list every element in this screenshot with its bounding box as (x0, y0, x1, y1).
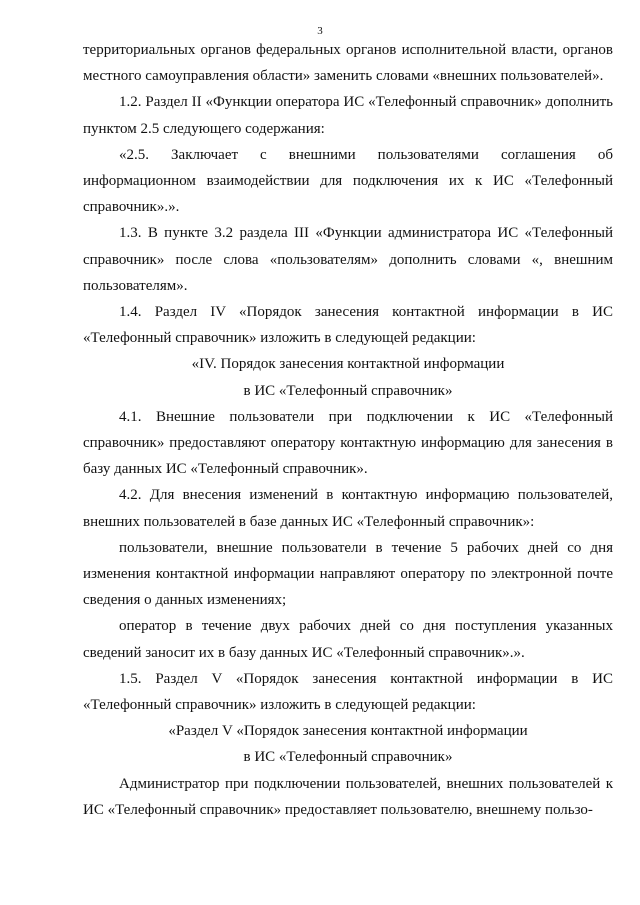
section-heading-line: в ИС «Телефонный справочник» (243, 749, 453, 766)
paragraph-4-1: 4.1. Внешние пользователи при подключении к ИС «Телефонный справочник» предоставляют оператору контактную информацию для занесения в базу данных ИС «Телефонный справочник». (83, 408, 613, 478)
paragraph-administrator: Администратор при подключении пользователей, внешних пользователей к ИС «Телефонный справочник» предоставляет пользователю, внешнему пользо- (83, 775, 613, 818)
paragraph-1-4: 1.4. Раздел IV «Порядок занесения контактной информации в ИС «Телефонный справочник» изложить в следующей редакции: (83, 304, 613, 347)
paragraph-2-5: «2.5. Заключает с внешними пользователями соглашения об информационном взаимодействии для подключения их к ИС «Телефонный справочник».». (83, 146, 613, 216)
paragraph-users-item: пользователи, внешние пользователи в течение 5 рабочих дней со дня изменения контактной информации направляют оператору по электронной почте сведения о данных изменениях; (83, 539, 613, 609)
paragraph-1-3: 1.3. В пункте 3.2 раздела III «Функции администратора ИС «Телефонный справочник» после слова «пользователям» дополнить словами «, внешним пользователям». (83, 225, 613, 294)
section-heading-iv (83, 351, 613, 403)
page-number: 3 (317, 25, 323, 37)
section-heading-line: «IV. Порядок занесения контактной информации (191, 356, 505, 373)
section-heading-v (83, 718, 613, 770)
section-heading-line: в ИС «Телефонный справочник» (243, 382, 453, 399)
paragraph: территориальных органов федеральных органов исполнительной власти, органов местного самоуправления области» заменить словами «внешних пользователей». (83, 42, 613, 85)
document-body (83, 37, 613, 823)
section-heading-line: «Раздел V «Порядок занесения контактной информации (168, 723, 528, 740)
paragraph-operator-item: оператор в течение двух рабочих дней со дня поступления указанных сведений заносит их в базу данных ИС «Телефонный справочник».». (83, 618, 613, 661)
paragraph-1-2: 1.2. Раздел II «Функции оператора ИС «Телефонный справочник» дополнить пунктом 2.5 следующего содержания: (83, 94, 613, 137)
paragraph-1-5: 1.5. Раздел V «Порядок занесения контактной информации в ИС «Телефонный справочник» изложить в следующей редакции: (83, 670, 613, 714)
paragraph-4-2: 4.2. Для внесения изменений в контактную информацию пользователей, внешних пользователей в базе данных ИС «Телефонный справочник»: (83, 487, 613, 530)
